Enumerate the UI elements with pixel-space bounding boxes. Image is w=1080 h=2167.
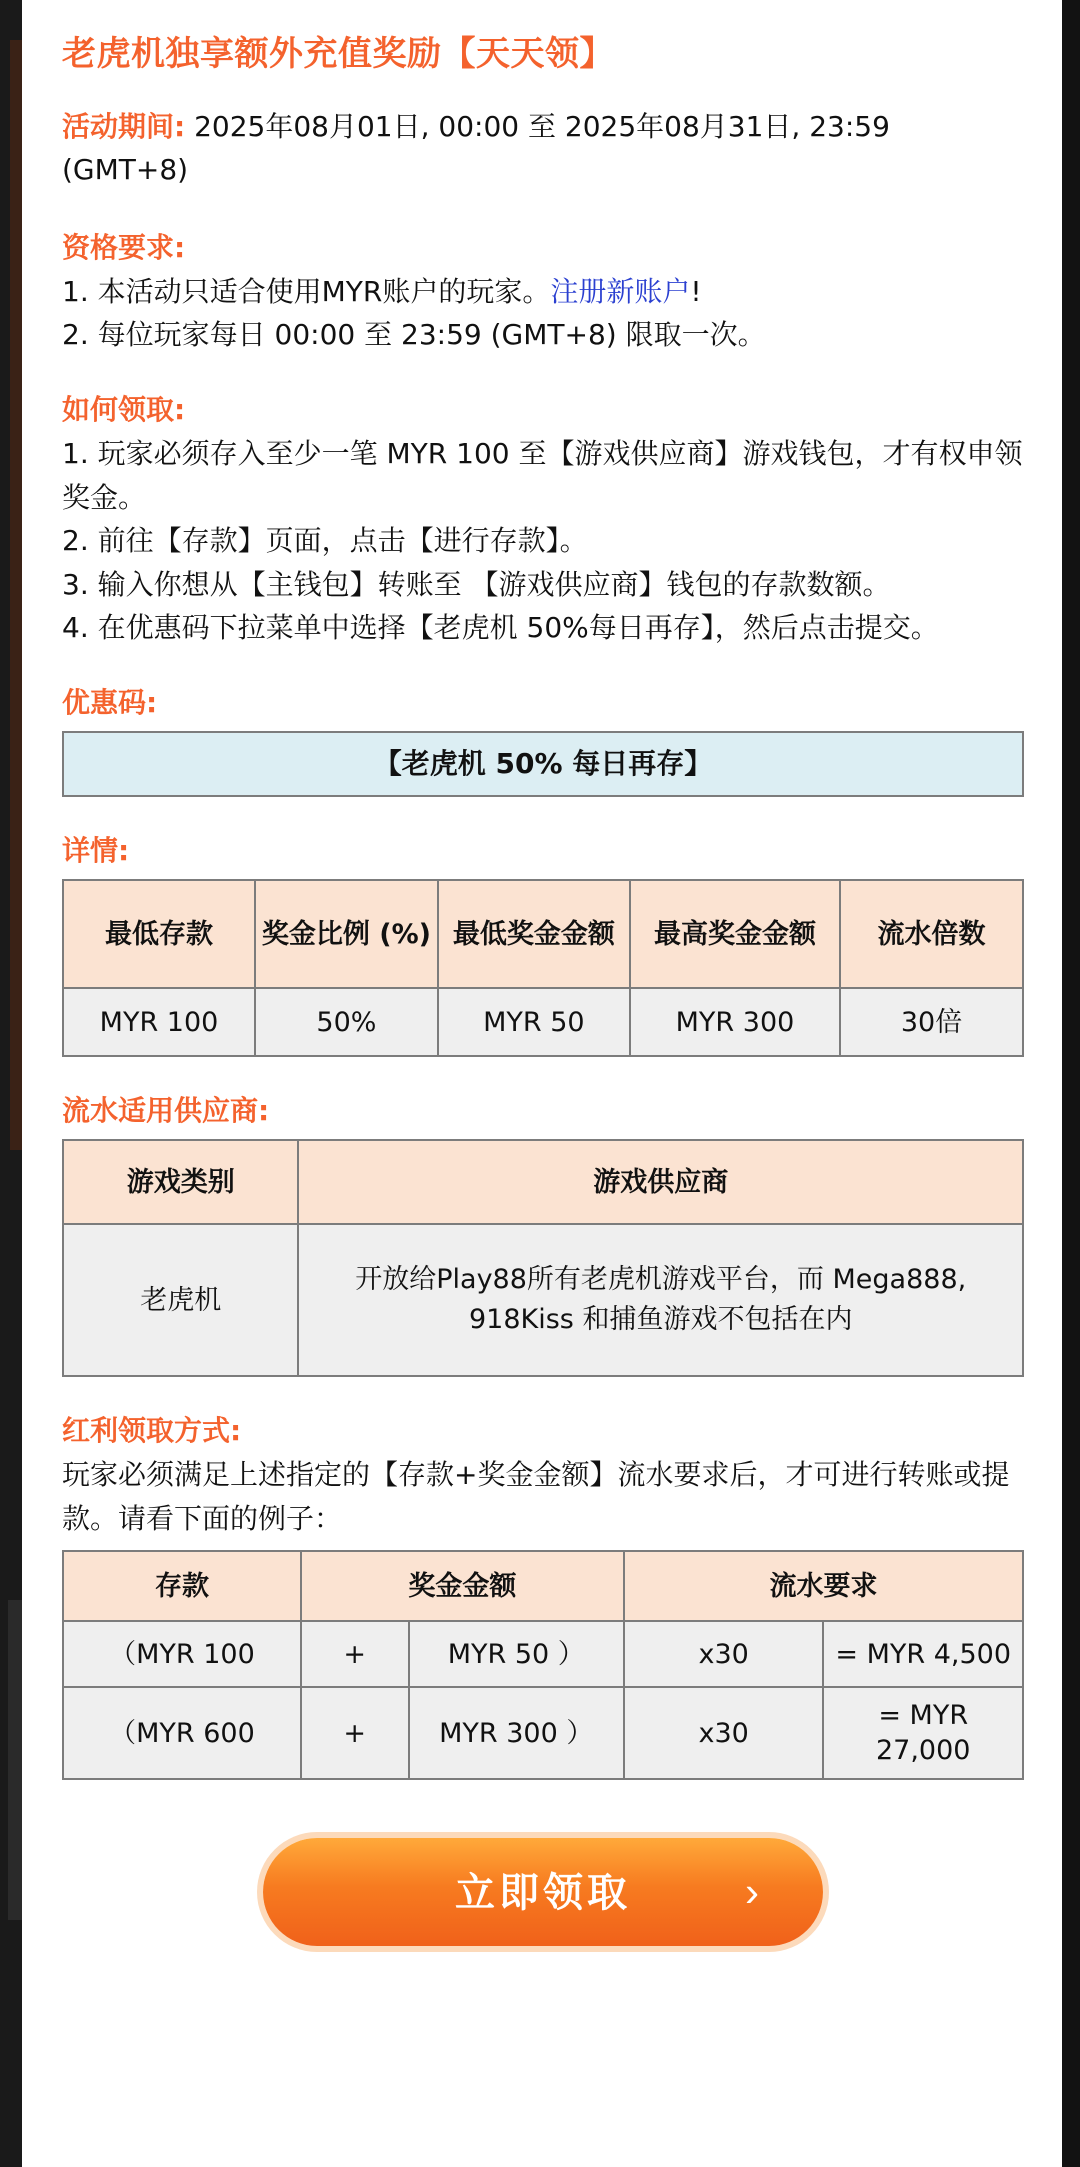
providers-header-row	[63, 1140, 1023, 1224]
example-row1-multiplier: x30	[624, 1621, 824, 1687]
providers-section	[62, 1089, 1024, 1377]
left-rail-segment-top	[10, 40, 22, 1150]
claim-now-button[interactable]	[263, 1838, 823, 1946]
example-table	[62, 1550, 1024, 1780]
eligibility-line-2: 2. 每位玩家每日 00:00 至 23:59 (GMT+8) 限取一次。	[62, 317, 766, 351]
details-header-bonus-percent: 奖金比例 (%)	[255, 880, 438, 988]
how-to-line-1: 1. 玩家必须存入至少一笔 MYR 100 至【游戏供应商】游戏钱包，才有权申领奖金。	[62, 437, 1023, 514]
providers-label: 流水适用供应商:	[62, 1094, 270, 1128]
left-rail-segment-bottom	[8, 1600, 22, 1920]
eligibility-line-1	[62, 270, 1024, 313]
example-row2-multiplier: x30	[624, 1687, 824, 1779]
details-cell-turnover: 30倍	[840, 988, 1023, 1056]
table-row	[63, 1224, 1023, 1376]
example-row1-plus: +	[301, 1621, 409, 1687]
promo-code-section	[62, 681, 1024, 797]
register-new-account-link[interactable]: 注册新账户	[550, 274, 691, 308]
example-row1-deposit: （MYR 100	[63, 1621, 301, 1687]
withdraw-section	[62, 1409, 1024, 1780]
how-to-claim-lines	[62, 432, 1024, 649]
left-edge-rail	[0, 0, 22, 2167]
example-row1-bonus: MYR 50 ）	[409, 1621, 624, 1687]
example-row2-deposit: （MYR 600	[63, 1687, 301, 1779]
how-to-line-2: 2. 前往【存款】页面，点击【进行存款】。	[62, 524, 588, 558]
withdraw-note: 玩家必须满足上述指定的【存款+奖金金额】流水要求后，才可进行转账或提款。请看下面的例子：	[62, 1458, 1010, 1535]
eligibility-line-1-suffix: !	[690, 274, 702, 308]
activity-period	[62, 105, 1024, 192]
right-edge-rail	[1062, 0, 1080, 2167]
details-cell-min-bonus: MYR 50	[438, 988, 630, 1056]
example-header-bonus: 奖金金额	[301, 1551, 624, 1621]
promo-code-label: 优惠码:	[62, 686, 158, 720]
details-header-max-bonus: 最高奖金金额	[630, 880, 840, 988]
promo-code-value[interactable]: 【老虎机 50% 每日再存】	[62, 731, 1024, 797]
how-to-claim-label: 如何领取:	[62, 393, 186, 427]
table-row	[63, 1621, 1023, 1687]
eligibility-label: 资格要求:	[62, 230, 186, 264]
example-row2-bonus: MYR 300 ）	[409, 1687, 624, 1779]
how-to-claim-section	[62, 388, 1024, 649]
details-label: 详情:	[62, 834, 130, 868]
details-header-row	[63, 880, 1023, 988]
how-to-line-3: 3. 输入你想从【主钱包】转账至 【游戏供应商】钱包的存款数额。	[62, 567, 891, 601]
details-cell-max-bonus: MYR 300	[630, 988, 840, 1056]
details-cell-min-deposit: MYR 100	[63, 988, 255, 1056]
details-table	[62, 879, 1024, 1057]
providers-header-provider: 游戏供应商	[298, 1140, 1023, 1224]
eligibility-line-1-text: 1. 本活动只适合使用MYR账户的玩家。	[62, 274, 551, 308]
eligibility-lines	[62, 270, 1024, 357]
page-title: 老虎机独享额外充值奖励【天天领】	[62, 34, 614, 74]
cta-container	[62, 1838, 1024, 1946]
table-row	[63, 1687, 1023, 1779]
claim-now-label: 立即领取	[455, 1871, 631, 1916]
providers-header-category: 游戏类别	[63, 1140, 298, 1224]
providers-cell-category: 老虎机	[63, 1224, 298, 1376]
example-header-deposit: 存款	[63, 1551, 301, 1621]
providers-cell-description: 开放给Play88所有老虎机游戏平台，而 Mega888, 918Kiss 和捕鱼游戏不包括在内	[298, 1224, 1023, 1376]
example-row1-result: = MYR 4,500	[823, 1621, 1023, 1687]
example-row2-plus: +	[301, 1687, 409, 1779]
eligibility-section	[62, 226, 1024, 357]
details-header-min-bonus: 最低奖金金额	[438, 880, 630, 988]
example-row2-result: = MYR 27,000	[823, 1687, 1023, 1779]
activity-period-value: 2025年08月01日, 00:00 至 2025年08月31日, 23:59 (GMT+8)	[62, 109, 890, 187]
promotion-content-sheet	[22, 0, 1062, 2167]
chevron-right-icon: ›	[745, 1868, 763, 1916]
how-to-line-4: 4. 在优惠码下拉菜单中选择【老虎机 50%每日再存】，然后点击提交。	[62, 610, 939, 644]
table-row	[63, 988, 1023, 1056]
withdraw-label: 红利领取方式:	[62, 1414, 242, 1448]
activity-period-label: 活动期间:	[62, 109, 186, 143]
example-header-row	[63, 1551, 1023, 1621]
example-header-turnover: 流水要求	[624, 1551, 1023, 1621]
providers-table	[62, 1139, 1024, 1377]
details-header-turnover: 流水倍数	[840, 880, 1023, 988]
details-header-min-deposit: 最低存款	[63, 880, 255, 988]
details-section	[62, 829, 1024, 1057]
details-cell-bonus-percent: 50%	[255, 988, 438, 1056]
